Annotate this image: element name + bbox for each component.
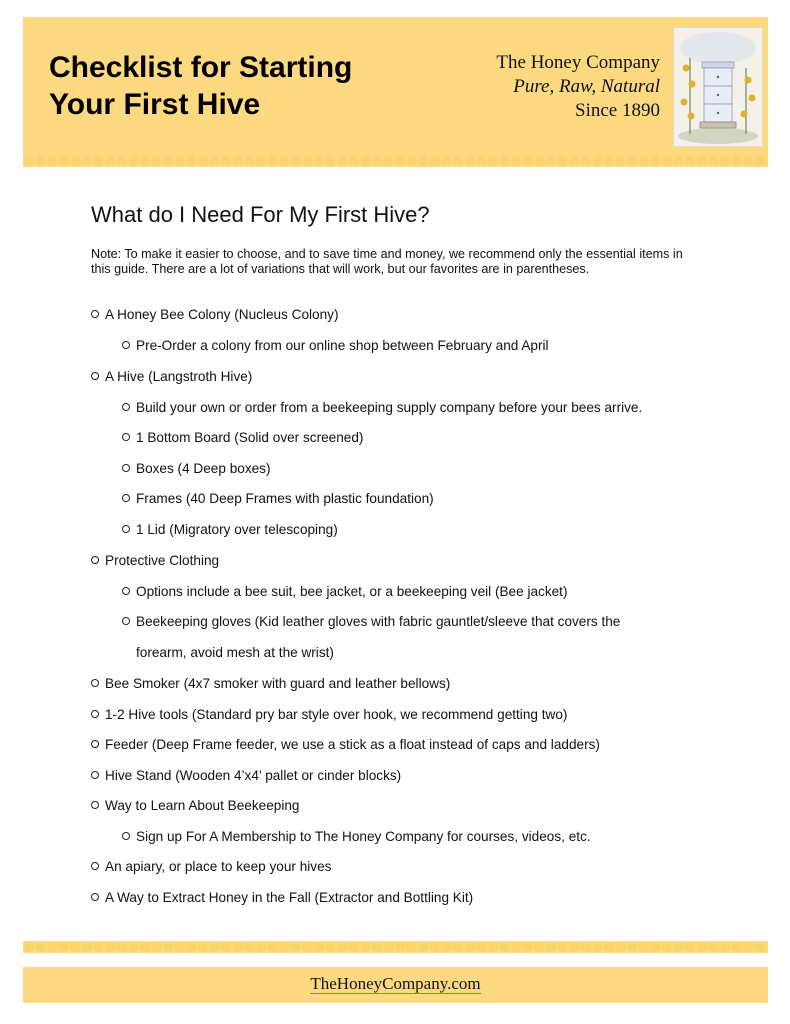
checkbox-circle-icon[interactable] [91, 893, 99, 901]
checkbox-circle-icon[interactable] [91, 556, 99, 564]
website-link[interactable]: TheHoneyCompany.com [310, 974, 481, 993]
beehive-illustration [673, 27, 763, 147]
section-heading: What do I Need For My First Hive? [91, 202, 430, 227]
checkbox-circle-icon[interactable] [91, 372, 99, 380]
footer-banner [23, 967, 768, 1003]
checkbox-circle-icon[interactable] [122, 433, 130, 441]
company-block [496, 51, 660, 123]
company-tagline: Pure, Raw, Natural [513, 76, 660, 97]
checkbox-circle-icon[interactable] [91, 679, 99, 687]
checkbox-circle-icon[interactable] [91, 801, 99, 809]
checkbox-circle-icon[interactable] [91, 740, 99, 748]
checkbox-circle-icon[interactable] [91, 710, 99, 718]
checkbox-circle-icon[interactable] [122, 525, 130, 533]
checkbox-circle-icon[interactable] [122, 464, 130, 472]
honeycomb-divider-bottom [23, 941, 768, 953]
checkbox-circle-icon[interactable] [122, 617, 130, 625]
checkbox-circle-icon[interactable] [122, 587, 130, 595]
checkbox-circle-icon[interactable] [122, 832, 130, 840]
title-line-2: Your First Hive [49, 88, 261, 121]
checkbox-circle-icon[interactable] [91, 771, 99, 779]
checkbox-circle-icon[interactable] [91, 862, 99, 870]
company-name: The Honey Company [496, 52, 660, 73]
checkbox-circle-icon[interactable] [91, 310, 99, 318]
checkbox-circle-icon[interactable] [122, 341, 130, 349]
intro-note: Note: To make it easier to choose, and to save time and money, we recommend only the essential items in this guide. There are a lot of variations that will work, but our favorites are in parentheses. [91, 247, 683, 276]
checkbox-circle-icon[interactable] [122, 494, 130, 502]
honeycomb-divider-top [23, 155, 768, 167]
page-title [49, 49, 429, 123]
company-since: Since 1890 [575, 100, 660, 121]
header-banner [23, 17, 768, 155]
checkbox-circle-icon[interactable] [122, 403, 130, 411]
title-line-1: Checklist for Starting [49, 51, 353, 84]
